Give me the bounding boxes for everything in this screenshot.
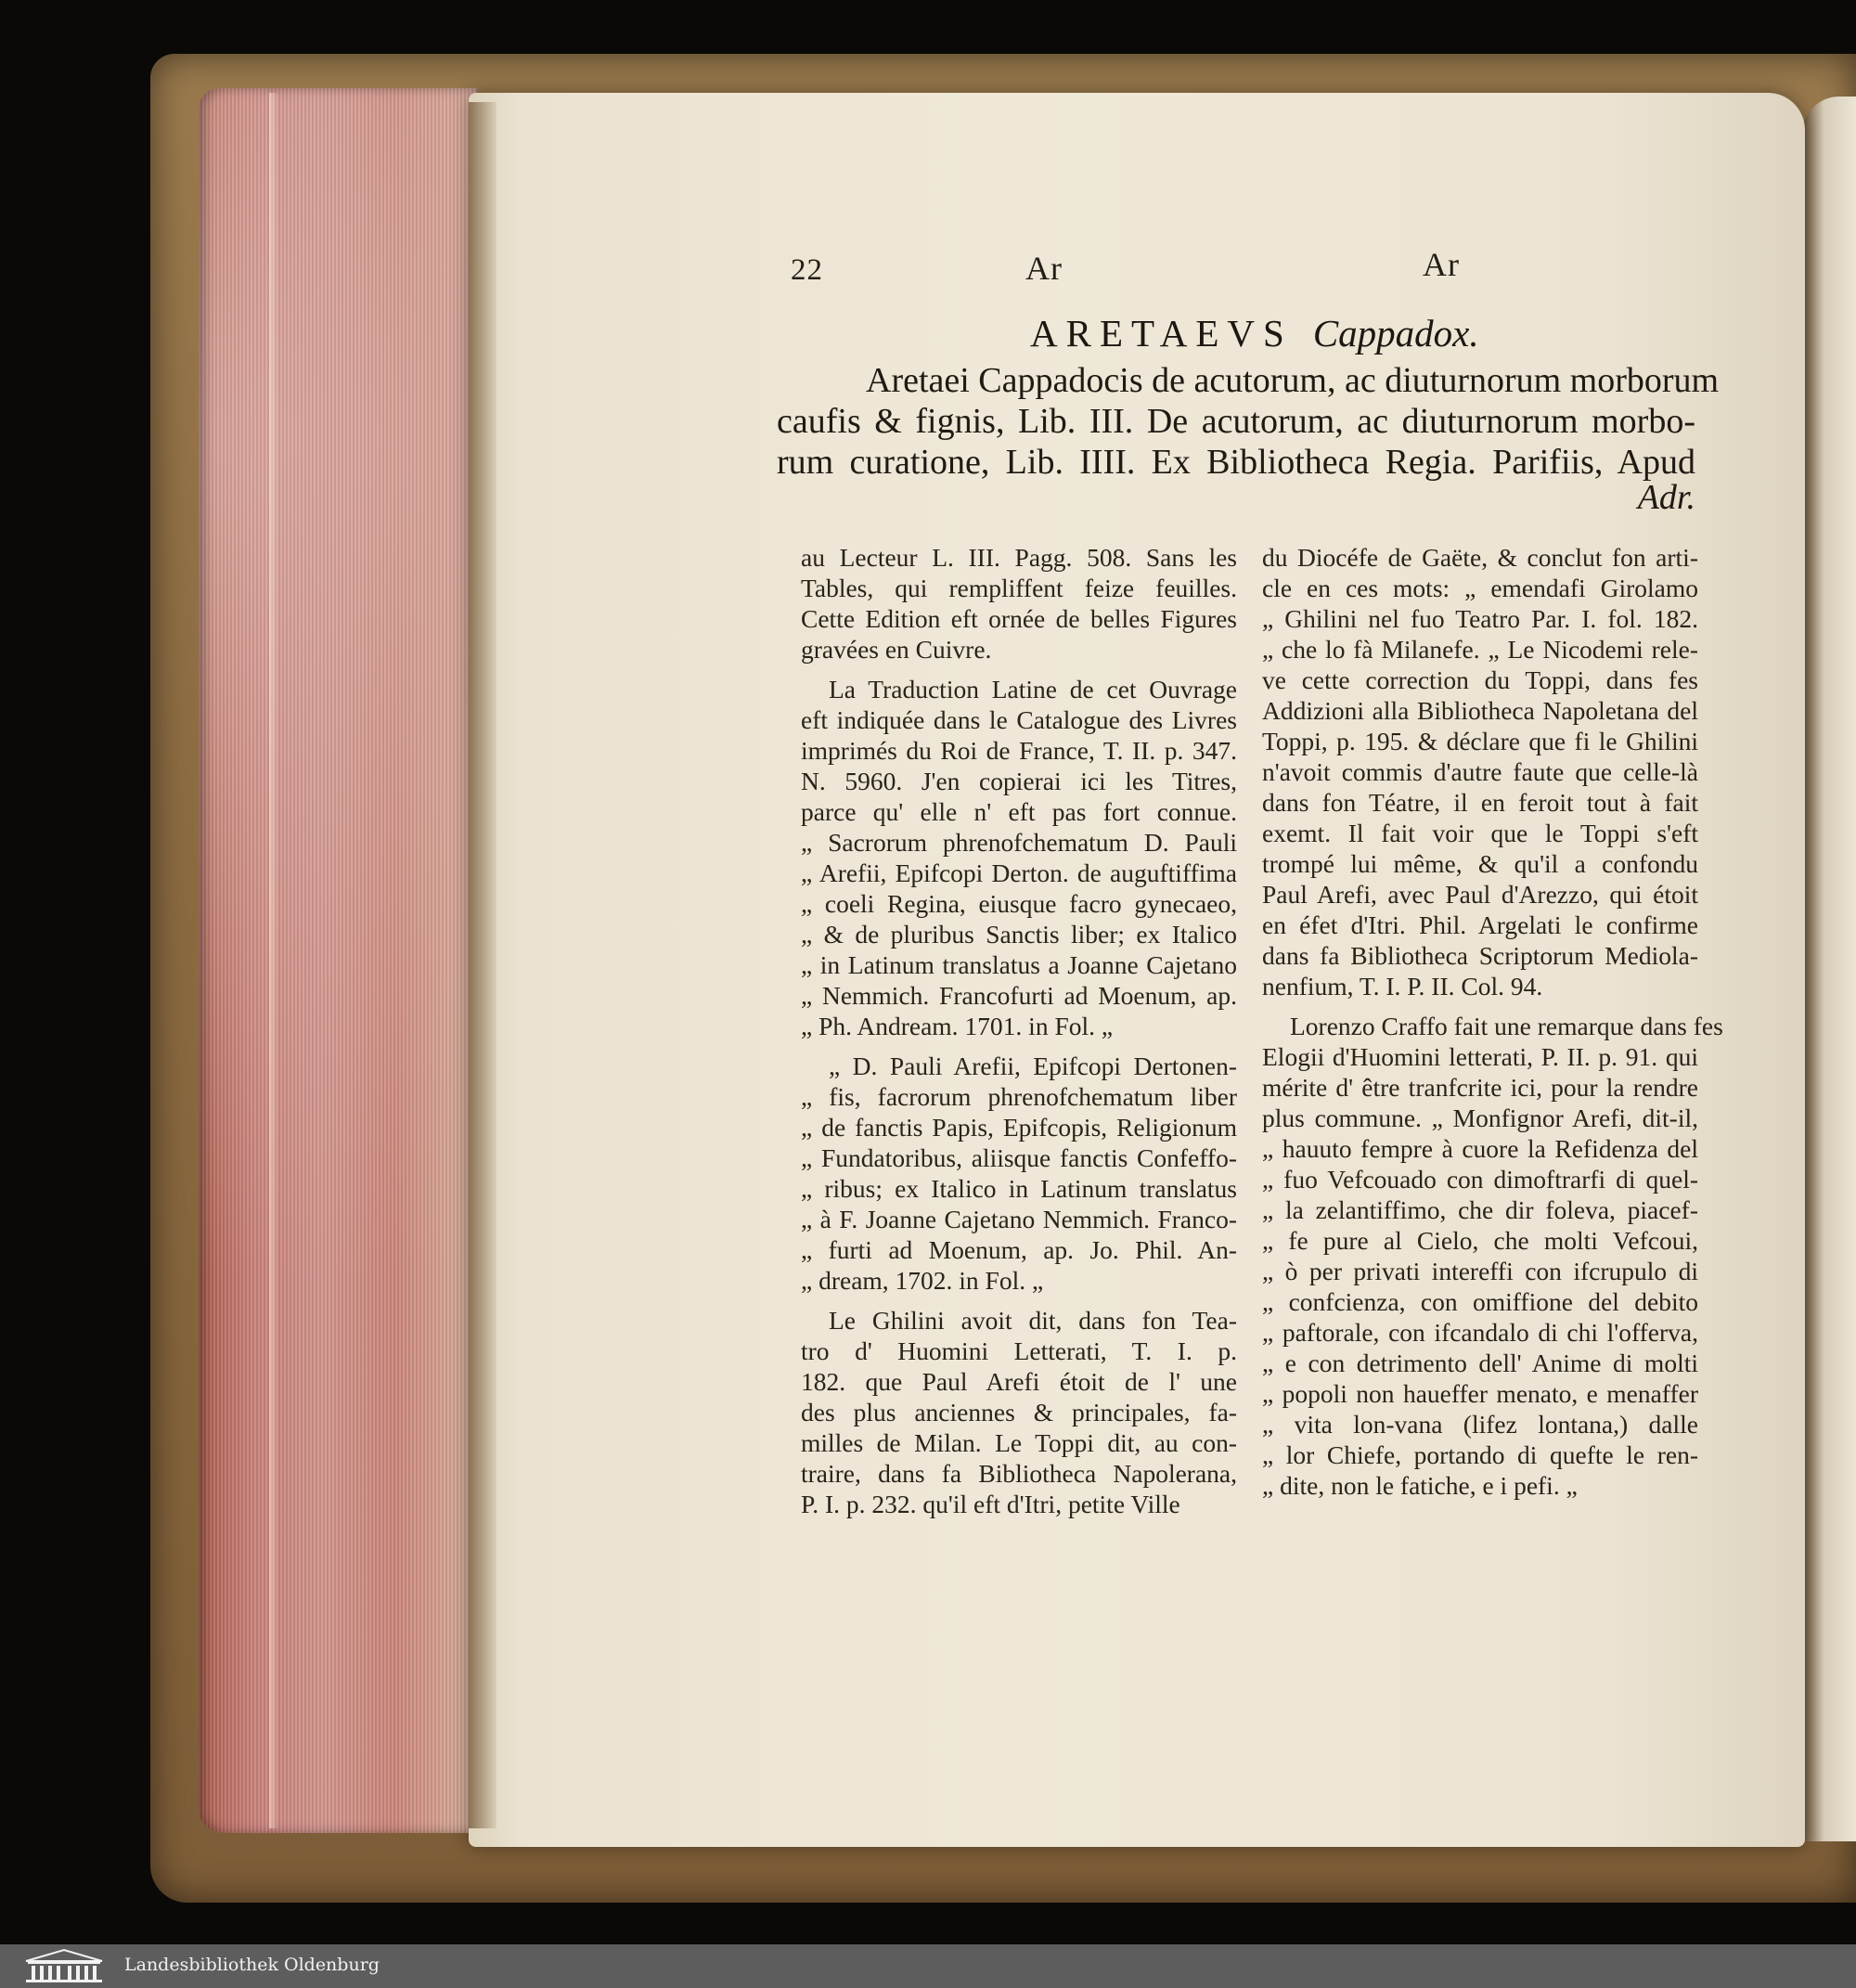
text-line: „ hauuto fempre à cuore la Refidenza del <box>1262 1134 1698 1163</box>
text-line: des plus anciennes & principales, fa- <box>801 1398 1237 1426</box>
text-line: „ popoli non haueffer menato, e menaffer <box>1262 1379 1698 1408</box>
text-line: „ Ph. Andream. 1701. in Fol. „ <box>801 1012 1114 1040</box>
title-line: Adr. <box>1637 478 1695 517</box>
text-line: au Lecteur L. III. Pagg. 508. Sans les <box>801 543 1237 572</box>
text-line: ve cette correction du Toppi, dans fes <box>1262 665 1698 694</box>
title-line: rum curatione, Lib. IIII. Ex Bibliotheca Regia. Parifiis, Apud <box>777 443 1695 482</box>
entry-name-italic: Cappadox. <box>1312 312 1479 355</box>
text-line: „ che lo fà Milanefe. „ Le Nicodemi rele- <box>1262 635 1698 664</box>
text-line: parce qu' elle n' eft pas fort connue. <box>801 797 1237 826</box>
text-column-left <box>801 542 1237 1519</box>
text-line: „ & de pluribus Sanctis liber; ex Italico <box>801 920 1237 949</box>
text-line: milles de Milan. Le Toppi dit, au con- <box>801 1428 1237 1457</box>
text-line: „ coeli Regina, eiusque facro gynecaeo, <box>801 889 1237 918</box>
text-line: La Traduction Latine de cet Ouvrage <box>829 675 1237 704</box>
title-line: Aretaei Cappadocis de acutorum, ac diuturnorum morborum <box>866 361 1720 400</box>
running-head-right: Ar <box>1423 246 1460 283</box>
text-line: „ Arefii, Epifcopi Derton. de auguftiffima <box>801 858 1237 887</box>
page-gutter <box>469 102 496 1828</box>
text-line: cle en ces mots: „ emendafi Girolamo <box>1262 574 1698 602</box>
text-line: P. I. p. 232. qu'il eft d'Itri, petite Ville <box>801 1490 1180 1518</box>
text-line: „ à F. Joanne Cajetano Nemmich. Franco- <box>801 1205 1237 1233</box>
running-head-left: Ar <box>1025 250 1063 287</box>
text-line: dans fon Téatre, il en feroit tout à fait <box>1262 788 1698 817</box>
text-line: gravées en Cuivre. <box>801 635 992 664</box>
text-line: „ e con detrimento dell' Anime di molti <box>1262 1349 1698 1377</box>
text-line: Le Ghilini avoit dit, dans fon Tea- <box>829 1306 1237 1335</box>
page-edges <box>199 88 477 1833</box>
text-line: „ Nemmich. Francofurti ad Moenum, ap. <box>801 981 1237 1010</box>
text-line: „ lor Chiefe, portando di quefte le ren- <box>1262 1440 1698 1469</box>
text-line: Elogii d'Huomini letterati, P. II. p. 91. qui <box>1262 1042 1698 1071</box>
facing-page-edge <box>1802 97 1856 1841</box>
text-line: mérite d' être tranfcrite ici, pour la rendre <box>1262 1073 1698 1102</box>
text-line: „ fis, facrorum phrenofchematum liber <box>801 1082 1237 1111</box>
footer-bar <box>0 1944 1856 1988</box>
text-line: 182. que Paul Arefi étoit de l' une <box>801 1367 1237 1396</box>
page-edge-highlight <box>269 93 278 1828</box>
text-line: „ la zelantiffimo, che dir foleva, piacef- <box>1262 1195 1698 1224</box>
text-line: plus commune. „ Monfignor Arefi, dit-il, <box>1262 1104 1698 1132</box>
text-line: „ vita lon-vana (lifez lontana,) dalle <box>1262 1410 1698 1439</box>
text-line: nenfium, T. I. P. II. Col. 94. <box>1262 972 1543 1000</box>
text-line: N. 5960. J'en copierai ici les Titres, <box>801 767 1237 795</box>
text-line: traire, dans fa Bibliotheca Napolerana, <box>801 1459 1237 1488</box>
text-line: „ Sacrorum phrenofchematum D. Pauli <box>801 828 1237 857</box>
text-line: eft indiquée dans le Catalogue des Livres <box>801 705 1237 734</box>
text-line: „ paftorale, con ifcandalo di chi l'offerva, <box>1262 1318 1698 1347</box>
text-line: Toppi, p. 195. & déclare que fi le Ghilini <box>1262 727 1698 755</box>
text-line: Tables, qui rempliffent feize feuilles. <box>801 574 1237 602</box>
text-line: tro d' Huomini Letterati, T. I. p. <box>801 1336 1237 1365</box>
entry-name: ARETAEVS <box>1030 312 1293 355</box>
text-line: Addizioni alla Bibliotheca Napoletana del <box>1262 696 1698 725</box>
text-line: n'avoit commis d'autre faute que celle-là <box>1262 757 1698 786</box>
text-line: „ dream, 1702. in Fol. „ <box>801 1266 1044 1295</box>
library-building-logo-icon <box>22 1948 106 1984</box>
text-line: „ dite, non le fatiche, e i pefi. „ <box>1262 1471 1578 1500</box>
text-line: trompé lui même, & qu'il a confondu <box>1262 849 1698 878</box>
text-line: imprimés du Roi de France, T. II. p. 347. <box>801 736 1237 765</box>
text-line: Lorenzo Craffo fait une remarque dans fes <box>1290 1012 1723 1040</box>
title-line: caufis & fignis, Lib. III. De acutorum, ac diuturnorum morbo- <box>777 402 1695 441</box>
text-line: „ ò per privati intereffi con ifcrupulo di <box>1262 1257 1698 1285</box>
text-line: „ in Latinum translatus a Joanne Cajetano <box>801 950 1237 979</box>
text-line: Paul Arefi, avec Paul d'Arezzo, qui étoit <box>1262 880 1698 909</box>
text-line: dans fa Bibliotheca Scriptorum Mediola- <box>1262 941 1698 970</box>
text-line: „ Ghilini nel fuo Teatro Par. I. fol. 182. <box>1262 604 1698 633</box>
library-name: Landesbibliothek Oldenburg <box>124 1955 380 1975</box>
page-number: 22 <box>791 253 823 287</box>
text-line: du Diocéfe de Gaëte, & conclut fon arti- <box>1262 543 1698 572</box>
entry-heading <box>1030 311 1479 355</box>
text-column-right <box>1262 542 1723 1501</box>
text-line: „ D. Pauli Arefii, Epifcopi Dertonen- <box>829 1052 1237 1080</box>
text-line: „ furti ad Moenum, ap. Jo. Phil. An- <box>801 1235 1237 1264</box>
text-line: exemt. Il fait voir que le Toppi s'eft <box>1262 819 1698 847</box>
text-line: Cette Edition eft ornée de belles Figures <box>801 604 1237 633</box>
text-line: en éfet d'Itri. Phil. Argelati le confirme <box>1262 910 1698 939</box>
text-line: „ confcienza, con omiffione del debito <box>1262 1287 1698 1316</box>
text-line: „ Fundatoribus, aliisque fanctis Confeffo- <box>801 1143 1237 1172</box>
text-line: „ de fanctis Papis, Epifcopis, Religionum <box>801 1113 1237 1142</box>
text-line: „ fuo Vefcouado con dimoftrarfi di quel- <box>1262 1165 1698 1194</box>
text-line: „ ribus; ex Italico in Latinum translatus <box>801 1174 1237 1203</box>
text-line: „ fe pure al Cielo, che molti Vefcoui, <box>1262 1226 1698 1255</box>
